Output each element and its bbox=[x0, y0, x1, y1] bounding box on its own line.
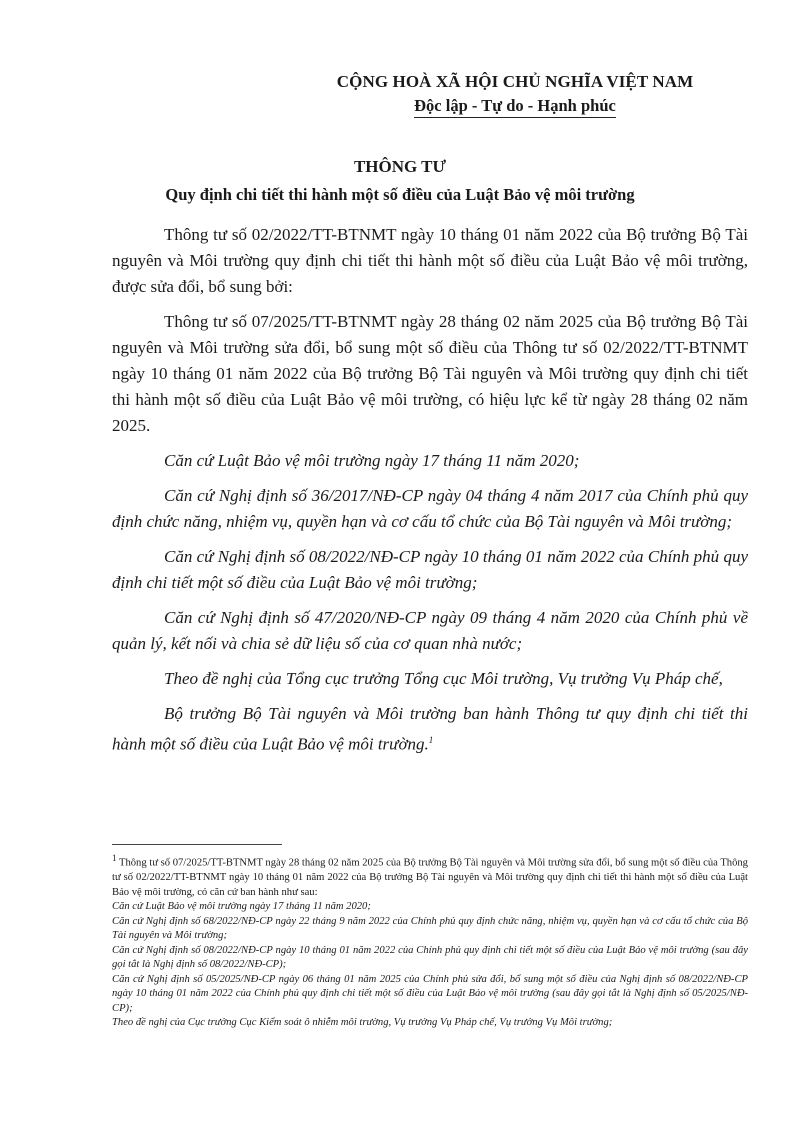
footnote-item: Căn cứ Nghị định số 05/2025/NĐ-CP ngày 06 tháng 01 năm 2025 của Chính phủ sửa đổi, bổ sung một số điều của Nghị định số 08/2022/NĐ-CP ngày 10 tháng 01 năm 2022 của Chính phủ quy định chi tiết một số điều của Luật Bảo vệ môi trường (sau đây gọi tắt là Nghị định số 05/2025/NĐ-CP); bbox=[112, 973, 748, 1014]
footnote-reference: 1 bbox=[428, 735, 434, 745]
footnote-item: Căn cứ Nghị định số 08/2022/NĐ-CP ngày 10 tháng 01 năm 2022 của Chính phủ quy định chi tiết một số điều của Luật Bảo vệ môi trường (sau đây gọi tắt là Nghị định số 08/2022/NĐ-CP); bbox=[112, 944, 748, 971]
issuance-text: Bộ trưởng Bộ Tài nguyên và Môi trường ban hành Thông tư quy định chi tiết thi hành một số điều của Luật Bảo vệ môi trường. bbox=[112, 704, 748, 754]
footnote-marker: 1 bbox=[112, 853, 117, 863]
footnote-item: Căn cứ Nghị định số 68/2022/NĐ-CP ngày 22 tháng 9 năm 2022 của Chính phủ quy định chức năng, nhiệm vụ, quyền hạn và cơ cấu tổ chức của Bộ Tài nguyên và Môi trường; bbox=[112, 915, 748, 942]
legal-basis-decree-08: Căn cứ Nghị định số 08/2022/NĐ-CP ngày 10 tháng 01 năm 2022 của Chính phủ quy định chi tiết một số điều của Luật Bảo vệ môi trường; bbox=[112, 547, 748, 592]
legal-basis-decree-47: Căn cứ Nghị định số 47/2020/NĐ-CP ngày 09 tháng 4 năm 2020 của Chính phủ về quản lý, kết nối và chia sẻ dữ liệu số của cơ quan nhà nước; bbox=[112, 608, 748, 653]
footnote-item: Theo đề nghị của Cục trưởng Cục Kiểm soát ô nhiễm môi trường, Vụ trưởng Vụ Pháp chế, Vụ trưởng Vụ Môi trường; bbox=[112, 1017, 613, 1029]
legal-basis-decree-36: Căn cứ Nghị định số 36/2017/NĐ-CP ngày 04 tháng 4 năm 2017 của Chính phủ quy định chức năng, nhiệm vụ, quyền hạn và cơ cấu tổ chức của Bộ Tài nguyên và Môi trường; bbox=[112, 486, 748, 531]
nation-title: CỘNG HOÀ XÃ HỘI CHỦ NGHĨA VIỆT NAM bbox=[336, 72, 694, 91]
nation-motto: Độc lập - Tự do - Hạnh phúc bbox=[414, 96, 616, 118]
footnote-item: Căn cứ Luật Bảo vệ môi trường ngày 17 tháng 11 năm 2020; bbox=[112, 901, 371, 913]
document-body bbox=[112, 222, 748, 767]
legal-basis-law: Căn cứ Luật Bảo vệ môi trường ngày 17 tháng 11 năm 2020; bbox=[164, 451, 580, 470]
footnote-item bbox=[112, 851, 748, 900]
footnote-divider bbox=[112, 844, 282, 845]
amendment-paragraph: Thông tư số 07/2025/TT-BTNMT ngày 28 tháng 02 năm 2025 của Bộ trưởng Bộ Tài nguyên và Môi trường sửa đổi, bổ sung một số điều của Thông tư số 02/2022/TT-BTNMT ngày 10 tháng 01 năm 2022 của Bộ trưởng Bộ Tài nguyên và Môi trường quy định chi tiết thi hành một số điều của Luật Bảo vệ môi trường, có hiệu lực kể từ ngày 28 tháng 02 năm 2025. bbox=[112, 312, 748, 435]
document-subject: Quy định chi tiết thi hành một số điều của Luật Bảo vệ môi trường bbox=[165, 185, 635, 204]
intro-paragraph: Thông tư số 02/2022/TT-BTNMT ngày 10 tháng 01 năm 2022 của Bộ trưởng Bộ Tài nguyên và Môi trường quy định chi tiết thi hành một số điều của Luật Bảo vệ môi trường, được sửa đổi, bổ sung bởi: bbox=[112, 225, 748, 296]
footnote-text: Thông tư số 07/2025/TT-BTNMT ngày 28 tháng 02 năm 2025 của Bộ trưởng Bộ Tài nguyên và Môi trường sửa đổi, bổ sung một số điều của Thông tư số 02/2022/TT-BTNMT ngày 10 tháng 01 năm 2022 của Bộ trưởng Bộ Tài nguyên và Môi trường quy định chi tiết thi hành một số điều của Luật Bảo vệ môi trường, có căn cứ ban hành như sau: bbox=[112, 857, 748, 898]
footnotes bbox=[112, 851, 748, 1031]
issuance-paragraph bbox=[112, 701, 748, 758]
proposal-paragraph: Theo đề nghị của Tổng cục trưởng Tổng cục Môi trường, Vụ trưởng Vụ Pháp chế, bbox=[164, 669, 723, 688]
national-header bbox=[300, 72, 730, 118]
document-type: THÔNG TƯ bbox=[353, 157, 447, 176]
